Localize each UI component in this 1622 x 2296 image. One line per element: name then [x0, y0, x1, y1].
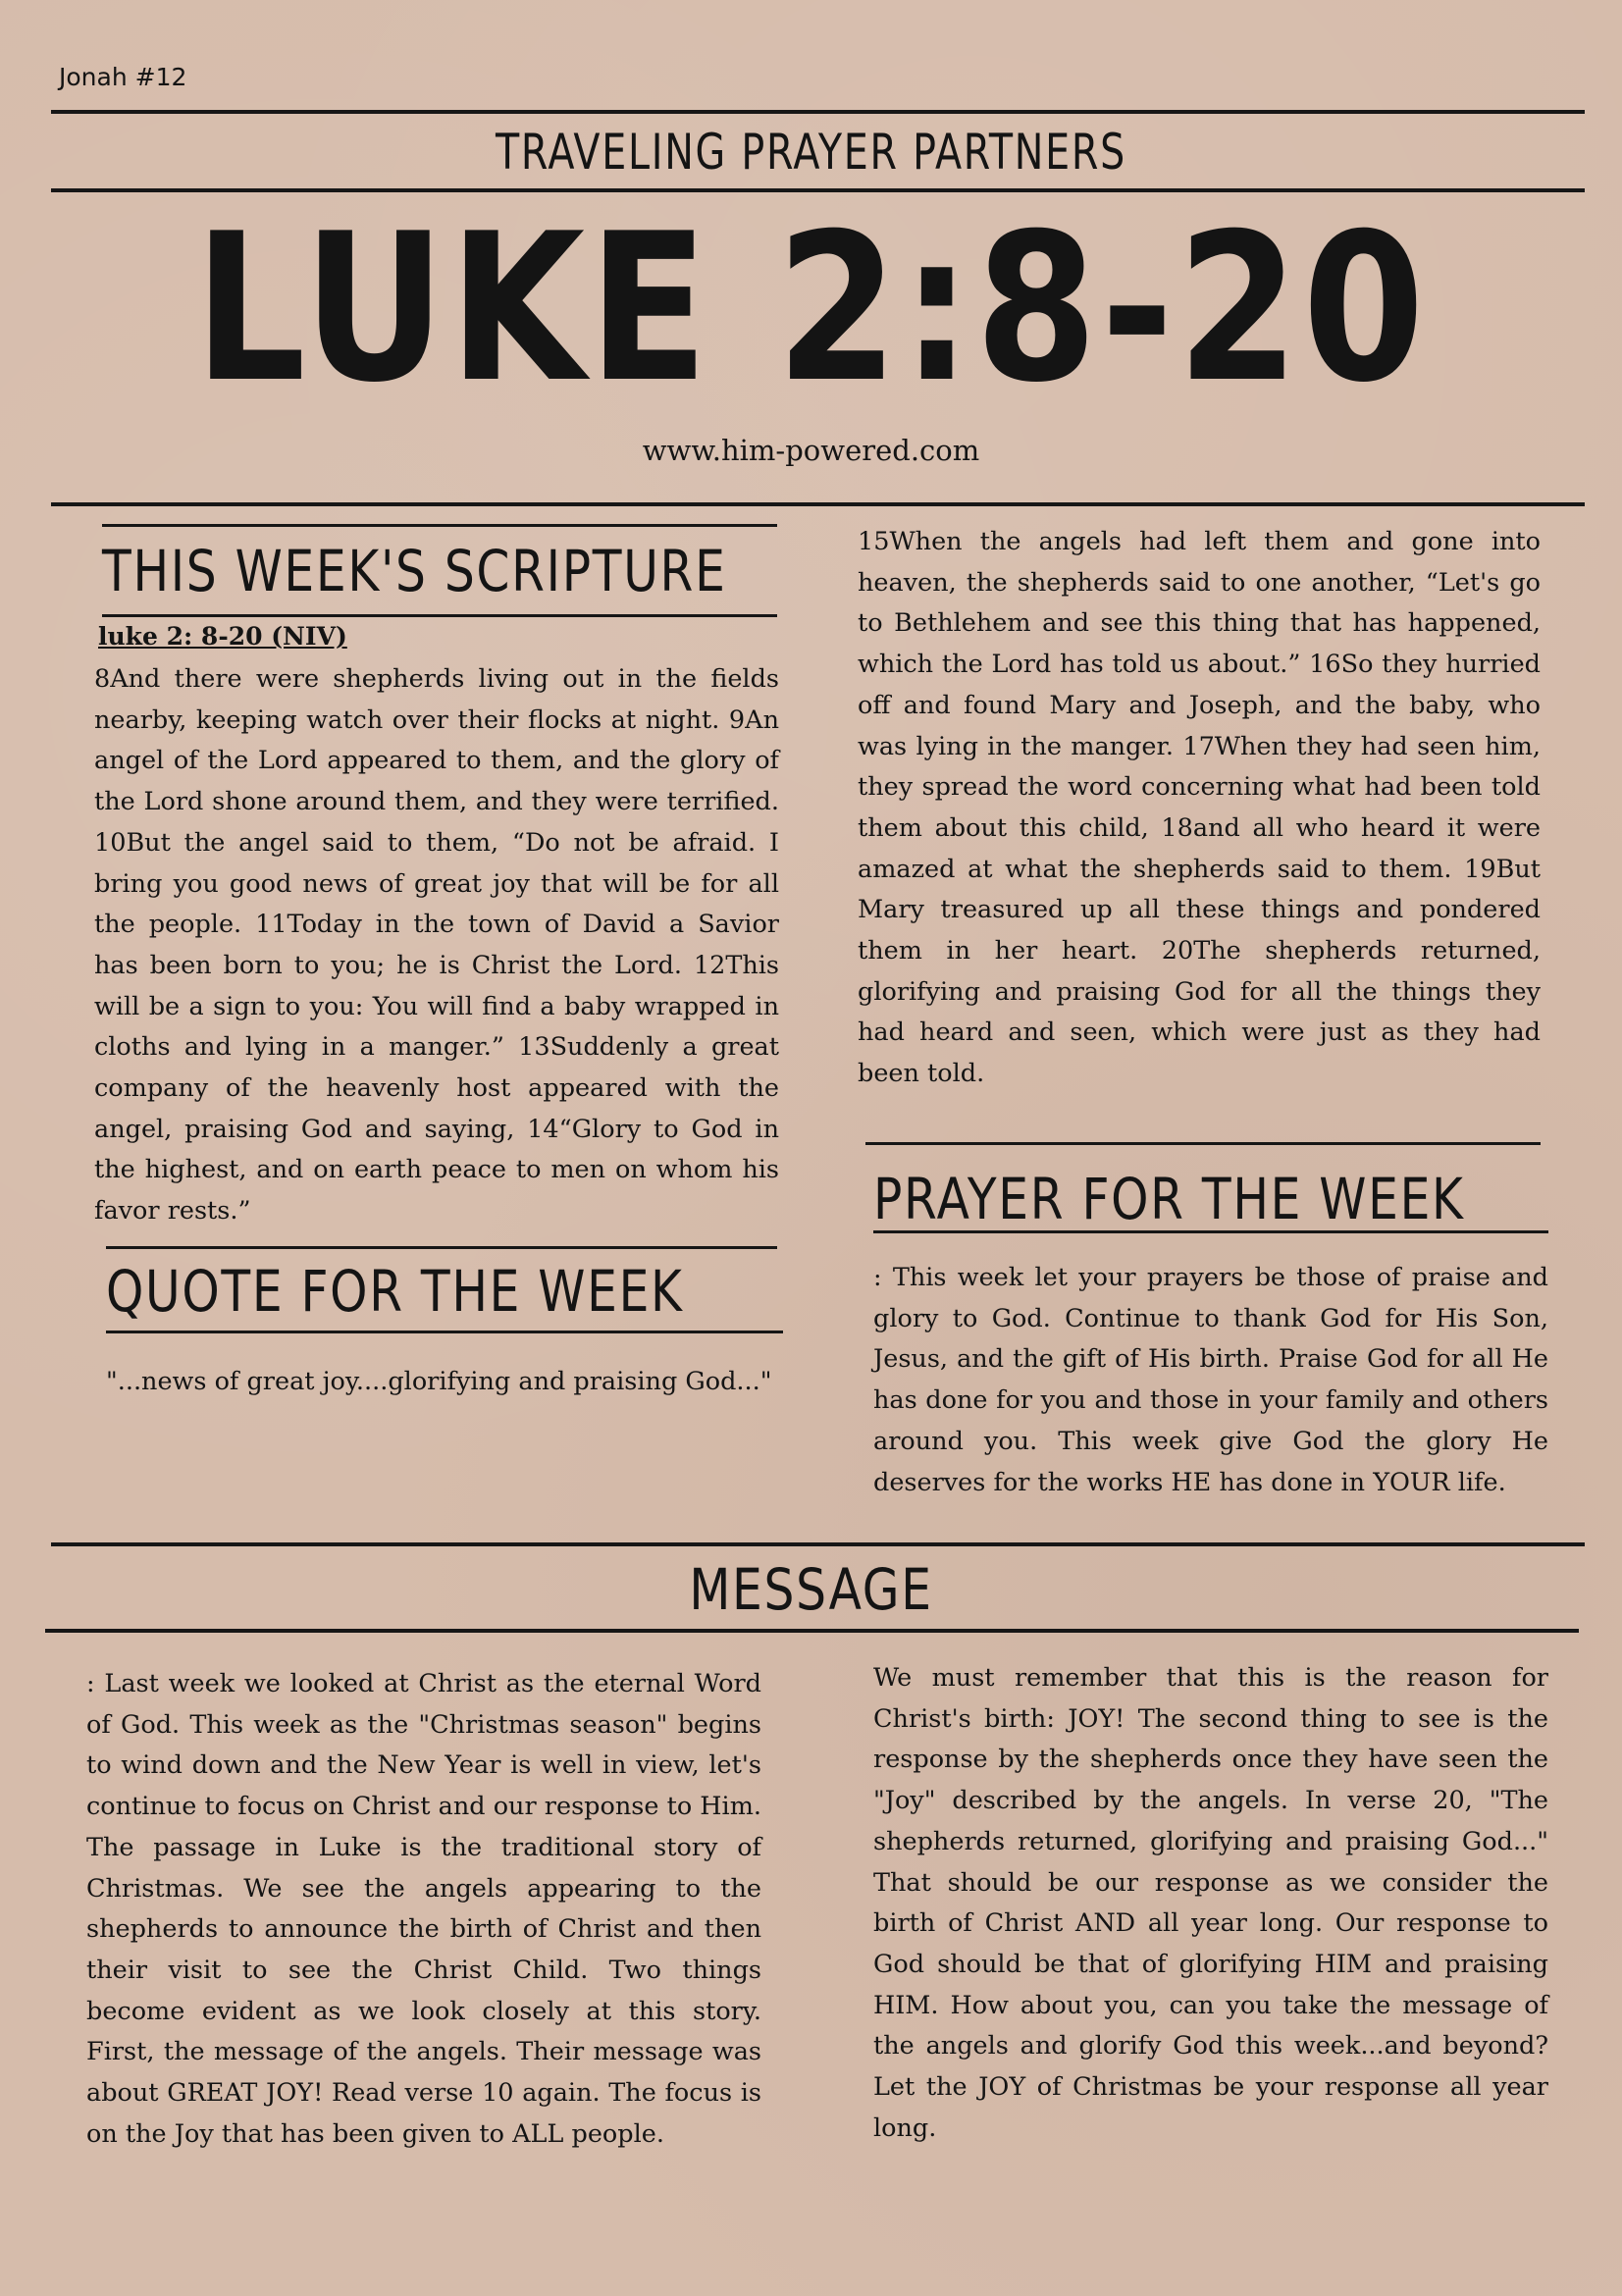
message-title: MESSAGE: [689, 1556, 933, 1623]
quote-title-rule: [106, 1331, 783, 1333]
scripture-text-right: 15When the angels had left them and gone into heaven, the shepherds said to one another, “Let's go to Bethlehem and see this thing that has happened, which the Lord has told us about.” 16So they hurried off and found Mary and Joseph, and the baby, who was lying in the manger. 17When they had seen him, they spread the word concerning what had been told them about this child, 18and all who heard it were amazed at what the shepherds said to them. 19But Mary treasured up all these things and pondered them in her heart. 20The shepherds returned, glorifying and praising God for all the things they had heard and seen, which were just as they had been told.: [858, 527, 1541, 1089]
scripture-top-rule: [102, 524, 777, 527]
kicker-title: TRAVELING PRAYER PARTNERS: [495, 124, 1127, 181]
prayer-top-rule: [865, 1142, 1541, 1145]
message-title-rule: [45, 1629, 1579, 1633]
website-link[interactable]: www.him-powered.com: [642, 434, 980, 467]
quote-title: QUOTE FOR THE WEEK: [106, 1258, 684, 1325]
scripture-text-left: 8And there were shepherds living out in the fields nearby, keeping watch over their flocks at night. 9An angel of the Lord appeared to them, and the glory of the Lord shone around them, and they were terrified. 10But the angel said to them, “Do not be afraid. I bring you good news of great joy that will be for all the people. 11Today in the town of David a Savior has been born to you; he is Christ the Lord. 12This will be a sign to you: You will find a baby wrapped in cloths and lying in a manger.” 13Suddenly a great company of the heavenly host appeared with the angel, praising God and saying, 14“Glory to God in the highest, and on earth peace to men on whom his favor rests.”: [94, 664, 779, 1226]
main-headline: LUKE 2:8-20: [193, 190, 1429, 428]
scripture-title: THIS WEEK'S SCRIPTURE: [102, 538, 727, 604]
message-text-right: We must remember that this is the reason for Christ's birth: JOY! The second thing to see is the response by the shepherds once they have seen the "Joy" described by the angels. In verse 20, "The shepherds returned, glorifying and praising God..." That should be our response as we consider the birth of Christ AND all year long. Our response to God should be that of glorifying HIM and praising HIM. How about you, can you take the message of the angels and glorify God this week...and beyond? Let the JOY of Christmas be your response all year long.: [873, 1663, 1548, 2143]
quote-text: "...news of great joy....glorifying and praising God...": [106, 1367, 772, 1396]
masthead-divider: [51, 502, 1585, 506]
quote-top-rule: [106, 1246, 777, 1249]
message-text-left: : Last week we looked at Christ as the eternal Word of God. This week as the "Christmas season" begins to wind down and the New Year is well in view, let's continue to focus on Christ and our response to Him. The passage in Luke is the traditional story of Christmas. We see the angels appearing to the shepherds to announce the birth of Christ and then their visit to see the Christ Child. Two things become evident as we look closely at this story. First, the message of the angels. Their message was about GREAT JOY! Read verse 10 again. The focus is on the Joy that has been given to ALL people.: [86, 1669, 761, 2149]
prayer-title: PRAYER FOR THE WEEK: [873, 1166, 1465, 1232]
header-top-rule: [51, 110, 1585, 114]
prayer-title-rule: [873, 1230, 1548, 1233]
scripture-title-rule: [102, 614, 777, 617]
scripture-reference: luke 2: 8-20 (NIV): [98, 622, 347, 651]
prayer-text: : This week let your prayers be those of praise and glory to God. Continue to thank God for His Son, Jesus, and the gift of His birth. Praise God for all He has done for you and those in your family and others around you. This week give God the glory He deserves for the works HE has done in YOUR life.: [873, 1263, 1548, 1497]
issue-label: Jonah #12: [59, 63, 187, 91]
message-top-rule: [51, 1542, 1585, 1546]
